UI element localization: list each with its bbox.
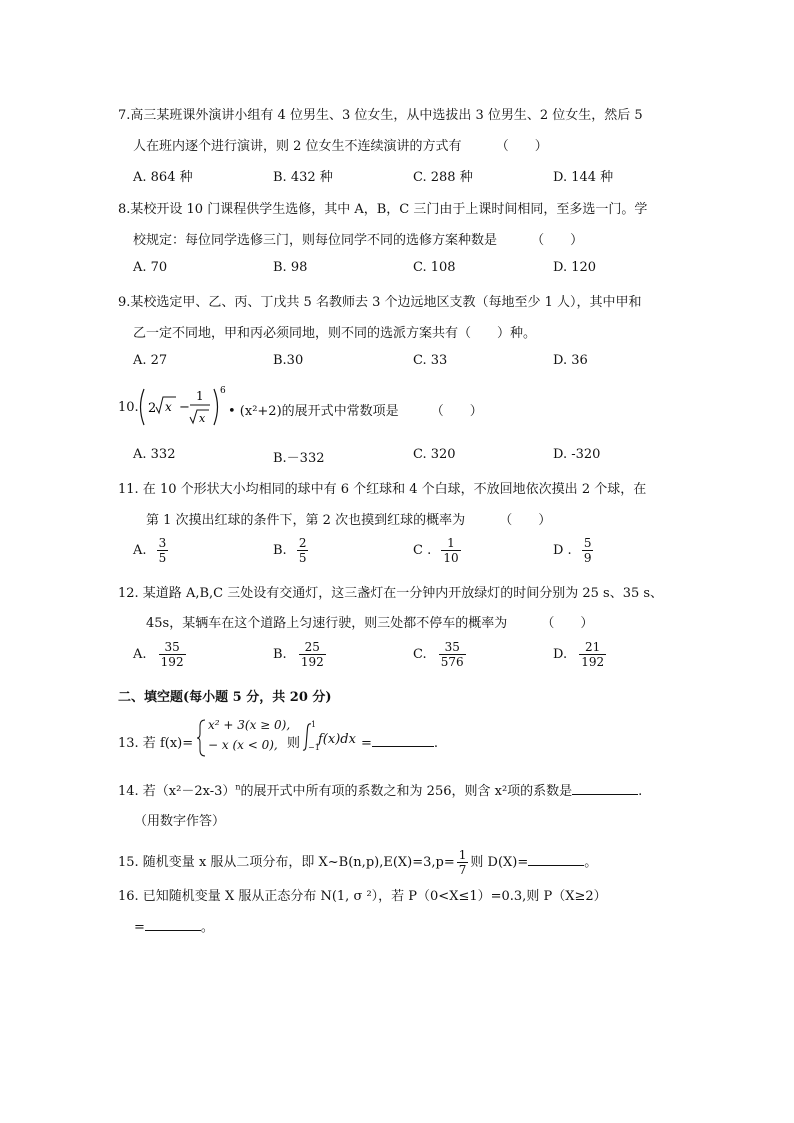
q12-option-c-den: 576 (440, 655, 464, 669)
q9-line1: 9.某校选定甲、乙、丙、丁戊共 5 名教师去 3 个边远地区支教（每地至少 1 人），其中甲和 (118, 295, 642, 310)
q10-option-a: A. 332 (133, 447, 176, 462)
q11-option-d-label: D . (553, 543, 572, 558)
q11-option-d-den: 9 (583, 551, 592, 565)
q12-stem: 45s，某辆车在这个道路上匀速行驶，则三处都不停车的概率为 (146, 616, 508, 631)
q11-option-c (413, 536, 461, 565)
q10-answer-paren: （ ） (430, 404, 483, 419)
q9-option-a: A. 27 (133, 353, 168, 368)
q11-option-d-num: 5 (583, 536, 592, 550)
q11-option-d (553, 536, 593, 565)
q11-answer-paren: （ ） (499, 513, 552, 528)
q14-exponent: n (235, 782, 241, 792)
q12-option-a-num: 35 (164, 640, 180, 654)
q12-option-d-label: D. (553, 647, 568, 662)
q13-middle: 则 (287, 736, 301, 751)
q8-option-d: D. 120 (553, 260, 597, 275)
q12-option-b-num: 25 (304, 640, 320, 654)
q12-option-d-num: 21 (585, 640, 601, 654)
q16-equals: = (134, 920, 145, 935)
q8-answer-paren: （ ） (531, 233, 584, 248)
svg-text:−: − (179, 400, 190, 415)
q9-option-c: C. 33 (413, 353, 448, 368)
q11-option-b-label: B. (273, 543, 287, 558)
q11-stem: 第 1 次摸出红球的条件下，第 2 次也摸到红球的概率为 (146, 513, 466, 528)
q12-option-c-num: 35 (444, 640, 460, 654)
q10-tail: • (x²+2)的展开式中常数项是 (228, 404, 399, 419)
q8-option-c: C. 108 (413, 260, 456, 275)
svg-text:6: 6 (220, 386, 226, 396)
q12-line1: 12. 某道路 A,B,C 三处设有交通灯，这三盏灯在一分钟内开放绿灯的时间分别为 25 s、35 s、 (118, 586, 664, 601)
q7-option-a: A. 864 种 (133, 170, 193, 185)
q12-option-c-label: C. (413, 647, 427, 662)
q13-case2: − x (x < 0), (208, 738, 278, 752)
svg-text:x: x (165, 400, 172, 414)
q7-stem: 人在班内逐个进行演讲，则 2 位女生不连续演讲的方式有 (133, 139, 462, 154)
q14-line2: （用数字作答） (134, 814, 226, 829)
q12-option-d (553, 640, 606, 669)
q8-option-b: B. 98 (273, 260, 308, 275)
q14-answer-blank[interactable] (572, 780, 638, 795)
q8-stem: 校规定：每位同学选修三门，则每位同学不同的选修方案种数是 (133, 233, 498, 248)
q14-text-c: 的展开式中所有项的系数之和为 256，则含 x²项的系数是 (240, 784, 573, 799)
q13-case1: x² + 3(x ≥ 0), (208, 718, 291, 732)
q14-text-a: 14. 若（x²－2x-3） (118, 784, 236, 799)
q7-option-b: B. 432 种 (273, 170, 333, 185)
q7-line2 (133, 135, 548, 154)
q13-answer-blank[interactable] (372, 732, 434, 747)
q13-equals: = (361, 736, 372, 751)
q10-binomial-formula (136, 383, 226, 431)
q11-option-b (273, 536, 308, 565)
q11-option-a (133, 536, 168, 565)
q11-line1: 11. 在 10 个形状大小均相同的球中有 6 个红球和 4 个白球，不放回地依次摸出 2 个球，在 (118, 482, 647, 497)
q16-answer-blank[interactable] (145, 916, 201, 931)
q11-option-a-num: 3 (158, 536, 167, 550)
q12-option-c (413, 640, 466, 669)
q11-option-c-label: C . (413, 543, 432, 558)
q12-option-b-den: 192 (300, 655, 324, 669)
svg-text:2: 2 (148, 401, 157, 416)
q7-line1: 7.高三某班课外演讲小组有 4 位男生、3 位女生，从中选拔出 3 位男生、2 位女生，然后 5 (118, 108, 643, 123)
q9-line2: 乙一定不同地，甲和丙必须同地，则不同的选派方案共有（ ）种。 (133, 326, 537, 341)
svg-text:1: 1 (196, 389, 204, 403)
svg-text:x: x (199, 412, 206, 425)
q9-option-b: B.30 (273, 353, 304, 368)
q11-option-a-label: A. (133, 543, 147, 558)
q10-option-c: C. 320 (413, 447, 456, 462)
q10-stem (228, 400, 483, 419)
q11-option-c-num: 1 (447, 536, 455, 550)
q15-line (118, 848, 597, 877)
q13-end: . (433, 736, 439, 751)
q10-option-d: D. -320 (553, 447, 601, 462)
q8-line2 (133, 229, 583, 248)
q12-option-b-label: B. (273, 647, 287, 662)
q10-option-b: B.－332 (273, 451, 325, 466)
q12-answer-paren: （ ） (541, 616, 594, 631)
q11-line2 (146, 509, 551, 528)
q15-text: 15. 随机变量 x 服从二项分布，即 X~B(n,p),E(X)=3,p= (118, 855, 455, 870)
q12-line2 (146, 612, 593, 631)
q15-frac-num: 1 (458, 848, 467, 862)
q15-answer-blank[interactable] (528, 851, 584, 866)
q7-option-d: D. 144 种 (553, 170, 614, 185)
q11-option-b-den: 5 (298, 551, 307, 565)
q10-number: 10. (118, 400, 139, 415)
q16-line1: 16. 已知随机变量 X 服从正态分布 N(1, σ ²），若 P（0<X≤1）=0.3,则 P（X≥2） (118, 889, 607, 904)
q9-option-d: D. 36 (553, 353, 588, 368)
q7-option-c: C. 288 种 (413, 170, 473, 185)
q12-option-a-label: A. (133, 647, 147, 662)
section-fill-in-blank-heading: 二、填空题(每小题 5 分，共 20 分) (118, 690, 332, 705)
q12-option-d-den: 192 (581, 655, 605, 669)
q11-option-b-num: 2 (298, 536, 307, 550)
q15-end: 。 (584, 855, 598, 870)
q13-lower-limit: −1 (308, 743, 320, 752)
q11-option-a-den: 5 (158, 551, 167, 565)
q12-option-b (273, 640, 326, 669)
q13-answer (361, 732, 438, 751)
q15-text2: 则 D(X)= (470, 855, 529, 870)
q15-frac-den: 7 (458, 863, 467, 877)
q16-end: 。 (200, 920, 214, 935)
q13-upper-limit: 1 (311, 720, 317, 729)
q8-option-a: A. 70 (133, 260, 168, 275)
q11-option-c-den: 10 (443, 551, 459, 565)
q16-line2 (134, 916, 214, 935)
q13-prefix: 13. 若 f(x)= (118, 736, 194, 751)
q12-option-a-den: 192 (160, 655, 184, 669)
q13-brace-icon (196, 718, 206, 758)
q14-end: . (638, 784, 643, 799)
q8-line1: 8.某校开设 10 门课程供学生选修，其中 A，B，C 三门由于上课时间相同，至多选一门。学 (118, 202, 648, 217)
q7-answer-paren: （ ） (495, 139, 548, 154)
q13-integrand: f(x)dx (318, 732, 356, 747)
q14-line1 (118, 780, 642, 799)
q12-option-a (133, 640, 186, 669)
